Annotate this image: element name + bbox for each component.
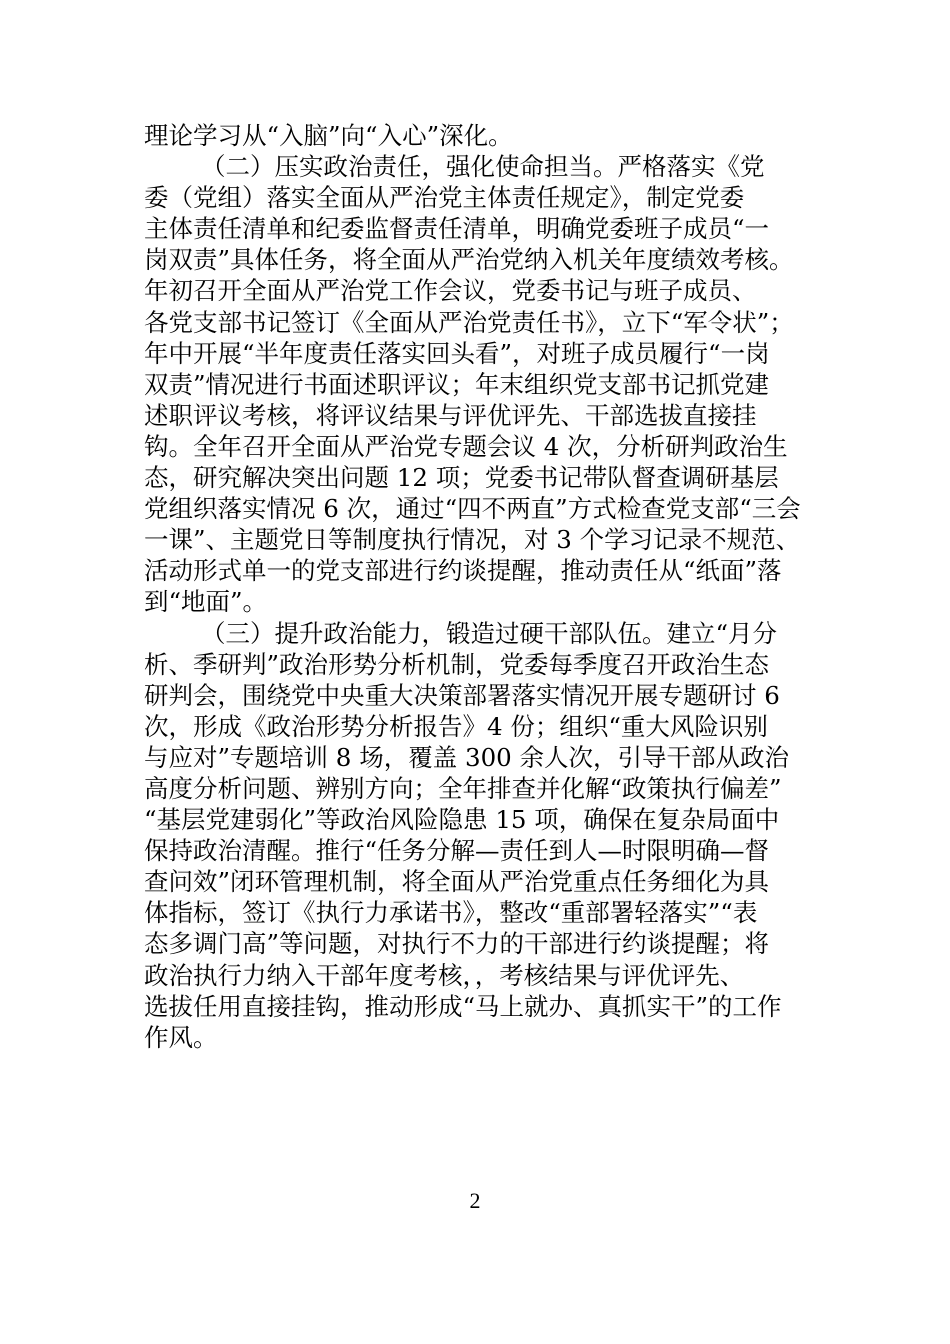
paragraph-line: 选拔任用直接挂钩，推动形成“马上就办、真抓实干”的工作: [144, 991, 782, 1021]
paragraph-line-section-3-heading: （三）提升政治能力，锻造过硬干部队伍。建立“月分: [201, 618, 778, 648]
paragraph-line: 各党支部书记签订《全面从严治党责任书》，立下“军令状”；: [144, 307, 794, 337]
paragraph-line: 态，研究解决突出问题 12 项；党委书记带队督查调研基层: [144, 463, 779, 493]
paragraph-line: 一课”、主题党日等制度执行情况，对 3 个学习记录不规范、: [144, 525, 801, 555]
paragraph-line: 述职评议考核，将评议结果与评优评先、干部选拔直接挂: [144, 400, 757, 430]
paragraph-line: 年初召开全面从严治党工作会议，党委书记与班子成员、: [144, 276, 757, 306]
page-number: 2: [469, 1188, 481, 1213]
paragraph-line: 作风。: [144, 1022, 218, 1052]
paragraph-line-section-2-heading: （二）压实政治责任，强化使命担当。严格落实《党: [201, 152, 765, 182]
paragraph-line: 查问效”闭环管理机制，将全面从严治党重点任务细化为具: [144, 867, 770, 897]
paragraph-line: 与应对”专题培训 8 场，覆盖 300 余人次，引导干部从政治: [144, 742, 790, 772]
paragraph-line: 双责”情况进行书面述职评议；年末组织党支部书记抓党建: [144, 369, 770, 399]
paragraph-line: 主体责任清单和纪委监督责任清单，明确党委班子成员“一: [144, 214, 770, 244]
paragraph-line: 岗双责”具体任务，将全面从严治党纳入机关年度绩效考核。: [144, 245, 794, 275]
paragraph-line: 钩。全年召开全面从严治党专题会议 4 次，分析研判政治生: [144, 431, 788, 461]
paragraph-line: “基层党建弱化”等政治风险隐患 15 项，确保在复杂局面中: [144, 805, 780, 835]
paragraph-line: 年中开展“半年度责任落实回头看”，对班子成员履行“一岗: [144, 338, 770, 368]
paragraph-line: 委（党组）落实全面从严治党主体责任规定》，制定党委: [144, 183, 745, 213]
paragraph-line: 政治执行力纳入干部年度考核，，考核结果与评优评先、: [144, 960, 745, 990]
paragraph-line: 次，形成《政治形势分析报告》4 份；组织“重大风险识别: [144, 711, 768, 741]
paragraph-line: 理论学习从“入脑”向“入心”深化。: [144, 121, 513, 150]
paragraph-line: 到“地面”。: [144, 587, 268, 617]
paragraph-line: 体指标，签订《执行力承诺书》，整改“重部署轻落实”“表: [144, 898, 758, 928]
paragraph-line: 保持政治清醒。推行“任务分解—责任到人—时限明确—督: [144, 836, 770, 866]
paragraph-line: 态多调门高”等问题，对执行不力的干部进行约谈提醒；将: [144, 929, 770, 959]
paragraph-line: 党组织落实情况 6 次，通过“四不两直”方式检查党支部“三会: [144, 494, 801, 524]
paragraph-line: 高度分析问题、辨别方向；全年排查并化解“政策执行偏差”: [144, 773, 782, 803]
body-text: [144, 120, 844, 1053]
paragraph-line: 析、季研判”政治形势分析机制，党委每季度召开政治生态: [144, 649, 770, 679]
paragraph-line: 研判会，围绕党中央重大决策部署落实情况开展专题研讨 6: [144, 680, 780, 710]
paragraph-line: 活动形式单一的党支部进行约谈提醒，推动责任从“纸面”落: [144, 556, 782, 586]
